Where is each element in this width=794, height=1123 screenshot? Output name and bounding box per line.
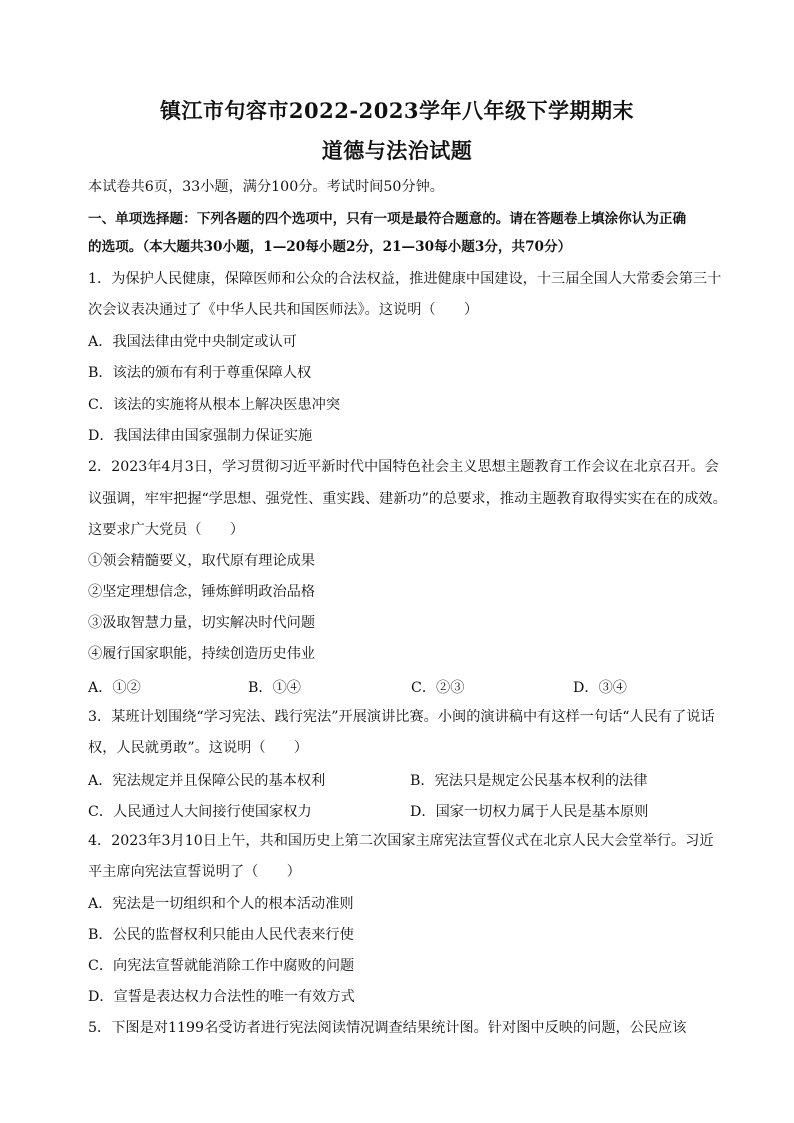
exam-instructions: 本试卷共6页，33小题，满分100分。考试时间50分钟。 <box>88 179 444 195</box>
option-a: A．宪法是一切组织和个人的根本活动准则 <box>88 896 354 912</box>
option-b: B．该法的颁布有利于尊重保障人权 <box>88 365 312 381</box>
question-stem: 3．某班计划围绕“学习宪法、践行宪法”开展演讲比赛。小闽的演讲稿中有这样一句话“人民有了说话 <box>88 709 715 725</box>
question-stem: 5．下图是对1199名受访者进行宪法阅读情况调查结果统计图。针对图中反映的问题，公民应该 <box>88 1020 687 1036</box>
question-stem: 4．2023年3月10日上午，共和国历史上第二次国家主席宪法宣誓仪式在北京人民大会堂举行。习近 <box>88 833 714 849</box>
option-c: C．该法的实施将从根本上解决医患冲突 <box>88 397 341 413</box>
statement-item: ③汲取智慧力量，切实解决时代问题 <box>88 615 316 631</box>
statement-item: ④履行国家职能，持续创造历史伟业 <box>88 646 316 662</box>
option-b: B．宪法只是规定公民基本权利的法律 <box>410 773 648 789</box>
question-stem: 平主席向宪法宣誓说明了（ ） <box>88 864 301 880</box>
exam-subtitle: 道德与法治试题 <box>321 138 473 163</box>
option-c: C．人民通过人大间接行使国家权力 <box>88 804 312 820</box>
question-stem: 2．2023年4月3日，学习贯彻习近平新时代中国特色社会主义思想主题教育工作会议在北京召开。会 <box>88 459 719 475</box>
option-d: D．宣誓是表达权力合法性的唯一有效方式 <box>88 989 355 1005</box>
option-row <box>88 770 728 788</box>
option-b: B．①④ <box>248 680 301 696</box>
option-a: A．宪法规定并且保障公民的基本权利 <box>88 773 326 789</box>
option-row <box>88 677 728 695</box>
option-b: B．公民的监督权利只能由人民代表来行使 <box>88 927 354 943</box>
option-row <box>88 801 728 819</box>
option-c: C．②③ <box>411 680 465 696</box>
option-d: D．我国法律由国家强制力保证实施 <box>88 428 313 444</box>
question-stem: 权，人民就勇敢”。这说明（ ） <box>88 740 309 756</box>
exam-title: 镇江市句容市2022-2023学年八年级下学期期末 <box>159 98 635 123</box>
question-stem: 议强调，牢牢把握“学思想、强党性、重实践、建新功”的总要求，推动主题教育取得实实在在的成效。 <box>88 491 727 507</box>
option-c: C．向宪法宣誓就能消除工作中腐败的问题 <box>88 958 355 974</box>
option-d: D．国家一切权力属于人民是基本原则 <box>410 804 649 820</box>
option-a: A．①② <box>88 680 141 696</box>
statement-item: ②坚定理想信念，锤炼鲜明政治品格 <box>88 584 316 600</box>
question-stem: 这要求广大党员（ ） <box>88 522 245 538</box>
question-stem: 1．为保护人民健康，保障医师和公众的合法权益，推进健康中国建设，十三届全国人大常委会第三十 <box>88 271 722 287</box>
section-heading: 一、单项选择题：下列各题的四个选项中，只有一项是最符合题意的。请在答题卷上填涂你认为正确 <box>88 211 687 227</box>
option-a: A．我国法律由党中央制定或认可 <box>88 334 297 350</box>
section-heading-cont: 的选项。（本大题共30小题，1—20每小题2分，21—30每小题3分，共70分） <box>88 239 572 255</box>
option-d: D．③④ <box>573 680 627 696</box>
statement-item: ①领会精髓要义，取代原有理论成果 <box>88 553 316 569</box>
question-stem: 次会议表决通过了《中华人民共和国医师法》。这说明（ ） <box>88 302 479 318</box>
